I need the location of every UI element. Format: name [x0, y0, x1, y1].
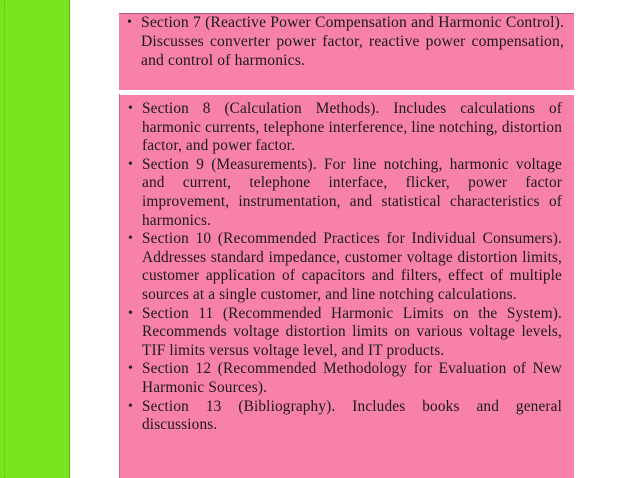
green-sidebar: [0, 0, 70, 478]
item-text: Section 11 (Recommended Harmonic Limits on the System). Recommends voltage distortion limits on various voltage levels, TIF limits versus voltage level, and IT products.: [142, 304, 562, 359]
list-item-section-12: [128, 360, 562, 397]
sidebar-dotted-line: [4, 0, 6, 478]
list-item-section-9: [128, 155, 562, 230]
bullet-icon: •: [128, 101, 134, 116]
list-item-section-10: [128, 230, 562, 304]
item-text: Section 9 (Measurements). For line notching, harmonic voltage and current, telephone interface, flicker, power factor improvement, instrumentation, and statistical characteristics of harmonics.: [142, 155, 562, 229]
list-item-section-13: [128, 397, 562, 435]
list-item-section-8: [128, 100, 562, 156]
bullet-icon: •: [128, 231, 134, 247]
bullet-icon: •: [128, 305, 134, 321]
bullet-icon: •: [127, 15, 133, 30]
list-item-section-7: [127, 14, 564, 70]
item-text: Section 8 (Calculation Methods). Includes calculations of harmonic currents, telephone interference, line notching, distortion factor, and power factor.: [142, 100, 562, 155]
bullet-icon: •: [128, 398, 134, 414]
bottom-text-panel: [119, 93, 574, 478]
item-text: Section 10 (Recommended Practices for Individual Consumers). Addresses standard impedance, customer voltage distortion limits, customer application of capacitors and filters, effect of multiple sources at a single customer, and line notching calculations.: [142, 230, 562, 303]
bullet-icon: •: [128, 361, 134, 377]
list-item-section-11: [128, 304, 562, 361]
item-text: Section 12 (Recommended Methodology for Evaluation of New Harmonic Sources).: [142, 360, 562, 396]
item-text: Section 7 (Reactive Power Compensation and Harmonic Control). Discusses converter power factor, reactive power compensation, and control of harmonics.: [141, 14, 564, 69]
top-text-panel: [119, 13, 574, 90]
bullet-icon: •: [128, 156, 134, 172]
item-text: Section 13 (Bibliography). Includes books and general discussions.: [142, 397, 562, 434]
